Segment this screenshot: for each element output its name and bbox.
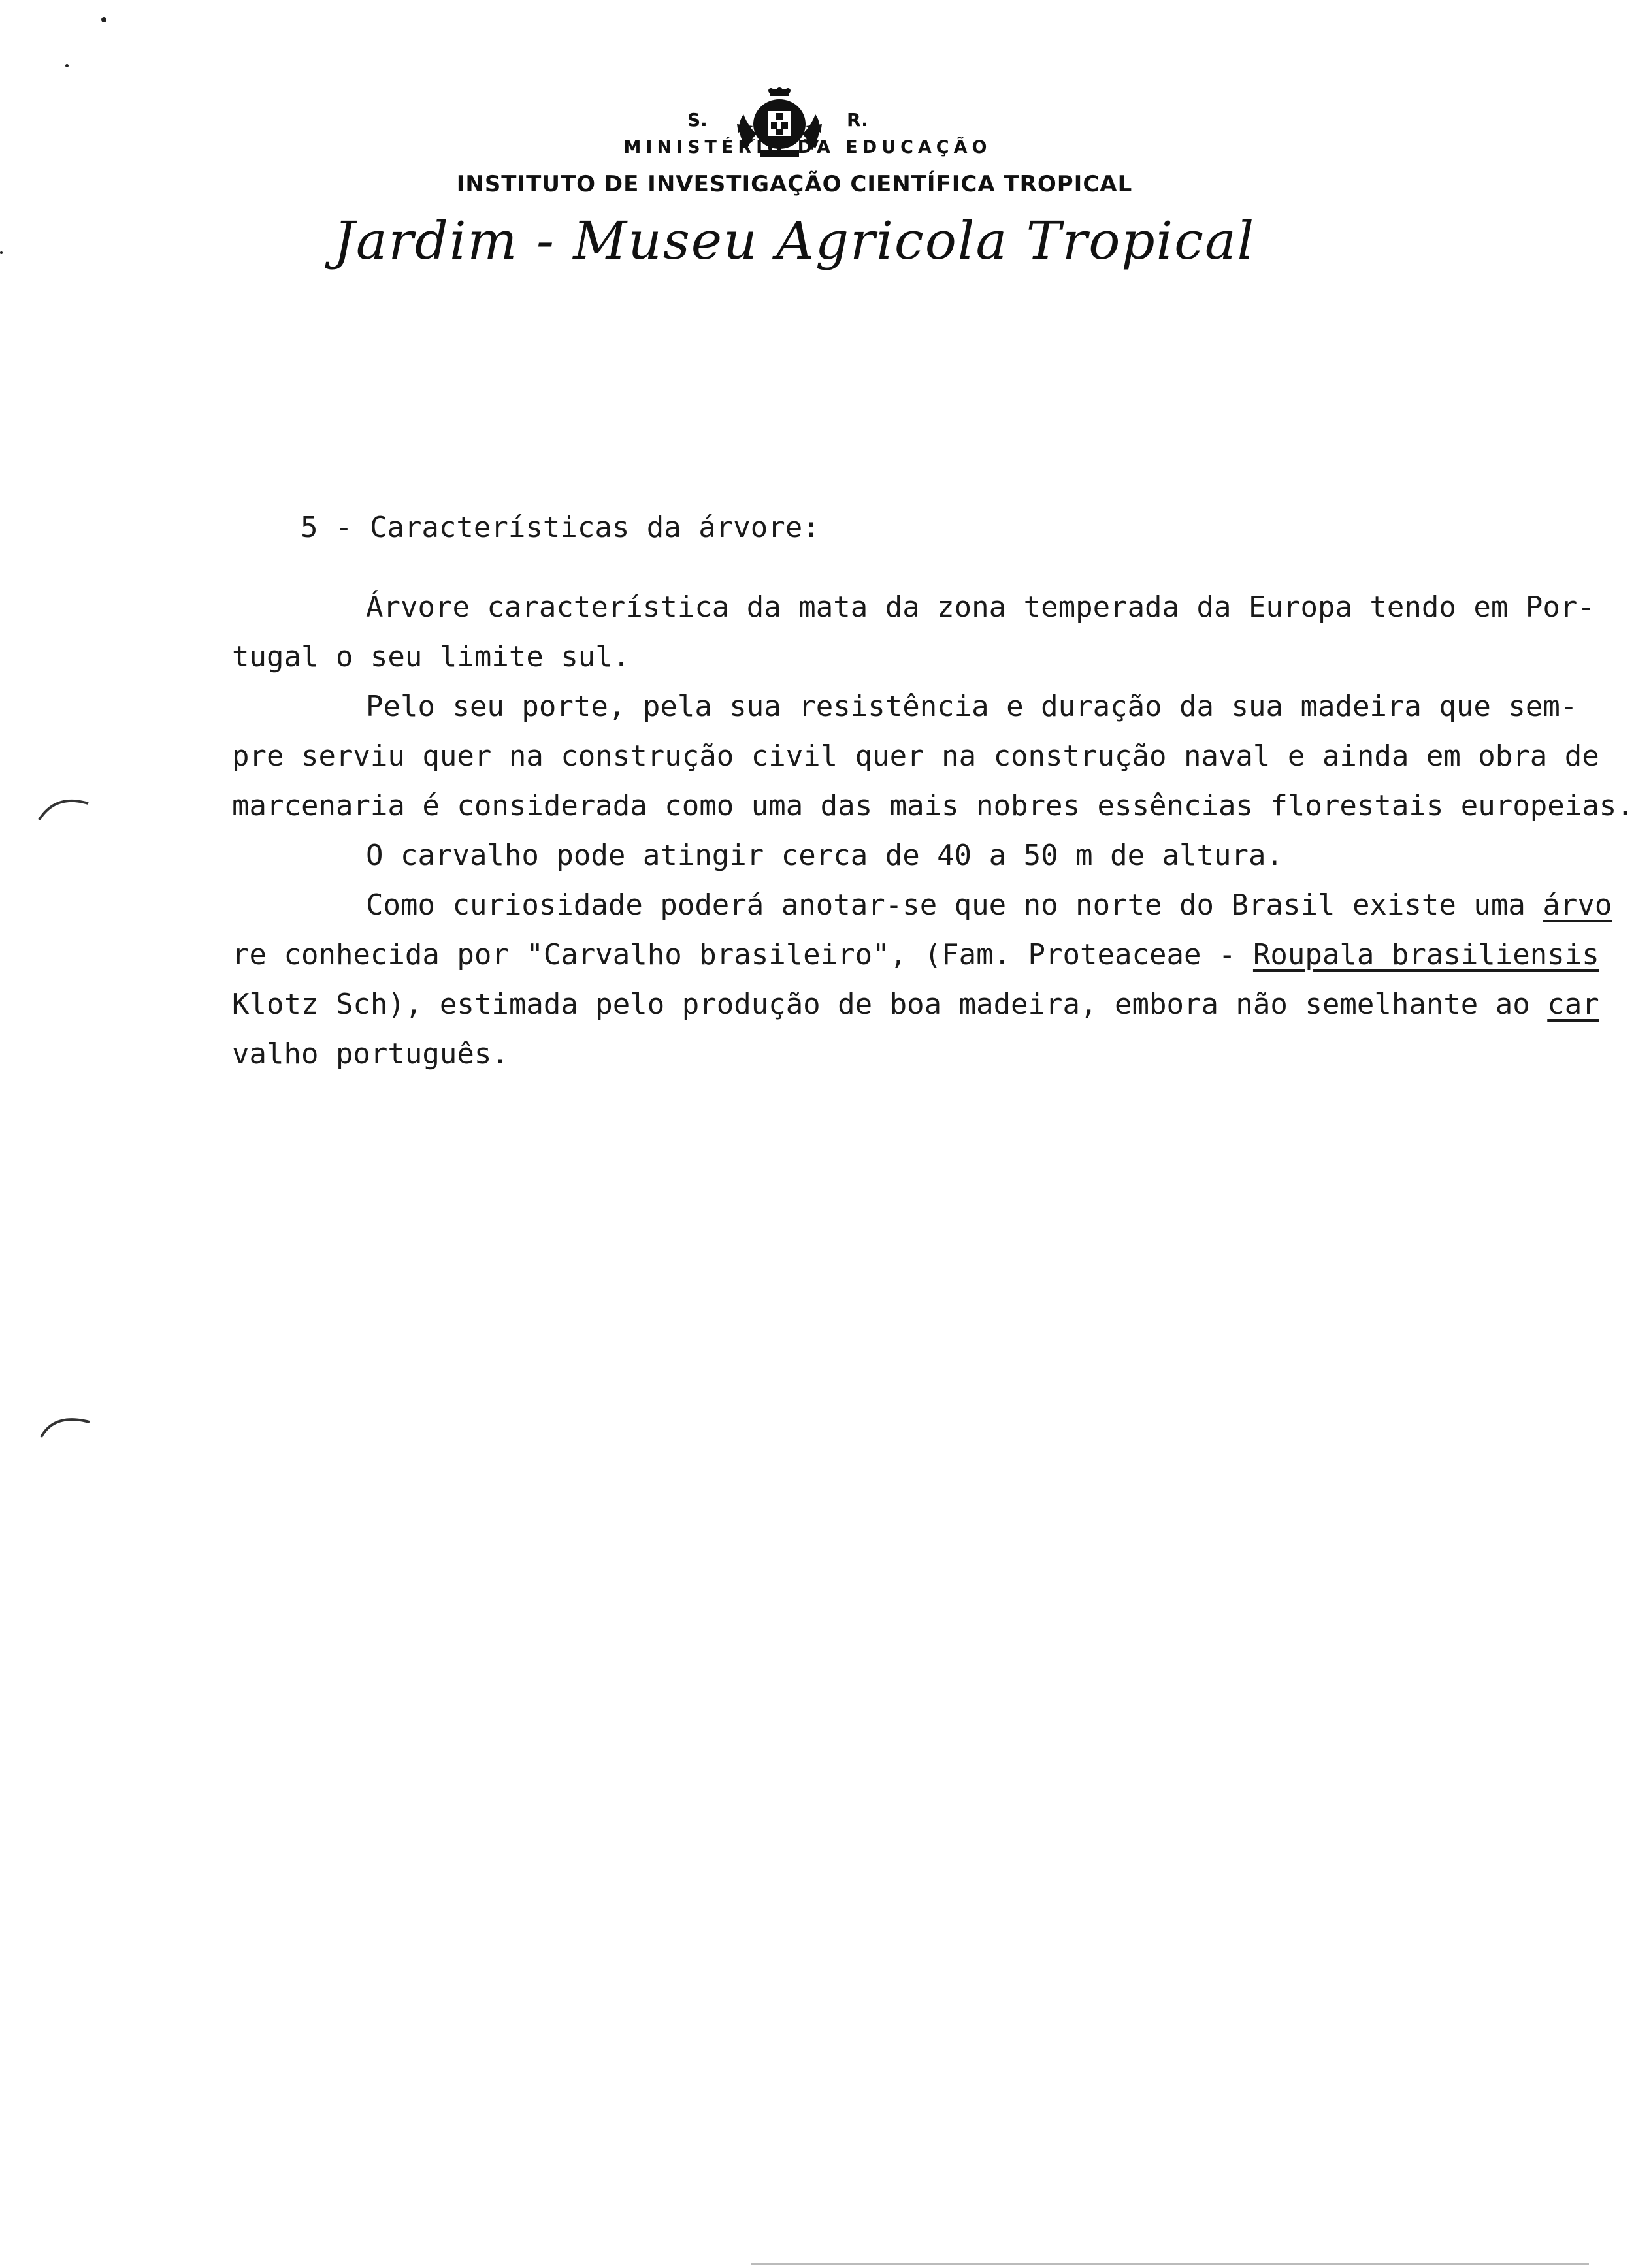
institute-title: INSTITUTO DE INVESTIGAÇÃO CIENTÍFICA TROPICAL <box>456 171 1133 197</box>
text-line-7 <box>232 881 1612 930</box>
section-body <box>232 583 1634 1079</box>
text-line-8-start: re conhecida por "Carvalho brasileiro", (Fam. Proteaceae - <box>232 938 1253 971</box>
s-letter: S. <box>687 109 708 131</box>
r-letter: R. <box>847 109 868 131</box>
punch-hole-arc <box>36 1408 95 1440</box>
scan-speck <box>0 251 3 254</box>
ministry-title: MINISTÉRIO DA EDUCAÇÃO <box>623 137 992 157</box>
text-line-4: pre serviu quer na construção civil quer na construção naval e ainda em obra de <box>232 739 1599 773</box>
bottom-edge-line <box>751 2263 1589 2265</box>
text-line-6: O carvalho pode atingir cerca de 40 a 50 m de altura. <box>366 839 1283 872</box>
section-heading: 5 - Características da árvore: <box>301 511 820 544</box>
text-line-7-start: Como curiosidade poderá anotar-se que no norte do Brasil existe uma <box>366 888 1543 922</box>
text-line-2: tugal o seu limite sul. <box>232 640 630 673</box>
punch-hole-arc <box>36 790 95 823</box>
text-line-9-underlined: car <box>1547 988 1599 1021</box>
text-line-1: Árvore característica da mata da zona temperada da Europa tendo em Por- <box>366 591 1595 624</box>
text-line-7-underlined: árvo <box>1543 888 1612 922</box>
text-line-5: marcenaria é considerada como uma das mais nobres essências florestais europeias. <box>232 789 1634 822</box>
scan-speck <box>101 17 106 22</box>
text-line-8 <box>232 930 1599 980</box>
letterhead <box>0 52 1589 287</box>
text-line-9-start: Klotz Sch), estimada pelo produção de boa madeira, embora não semelhante ao <box>232 988 1548 1021</box>
species-name-underlined: Roupala brasiliensis <box>1252 938 1599 971</box>
text-line-9 <box>232 980 1599 1029</box>
text-line-10: valho português. <box>232 1037 509 1071</box>
text-line-3: Pelo seu porte, pela sua resistência e duração da sua madeira que sem- <box>366 690 1578 723</box>
scan-speck <box>65 64 69 67</box>
museum-title: Jardim - Museu Agricola Tropical <box>333 210 1256 271</box>
